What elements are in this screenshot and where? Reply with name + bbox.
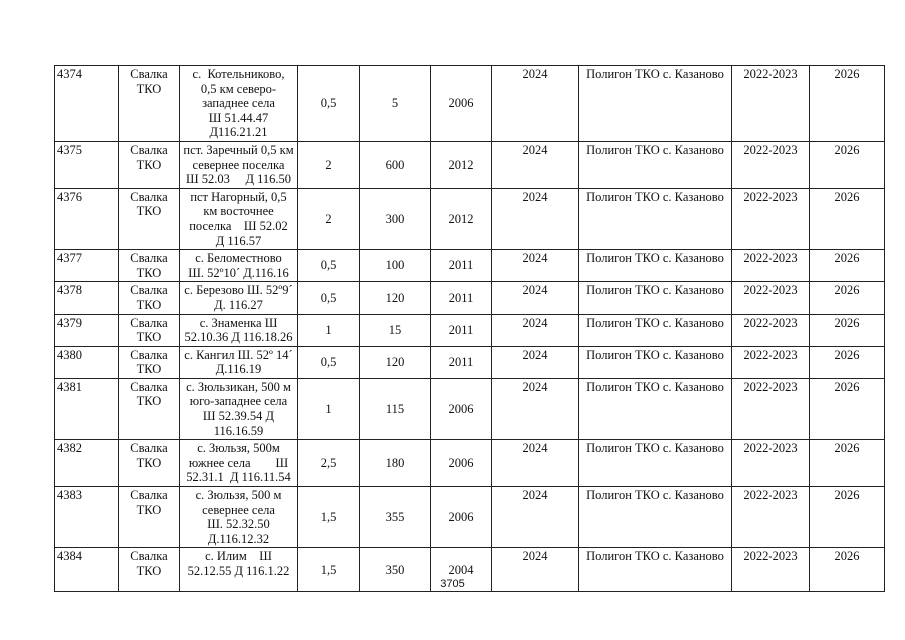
row-location-line: 0,5 км северо- [200,81,277,96]
row-end-year: 2026 [810,346,885,378]
row-end-year: 2026 [810,250,885,282]
table-row [55,250,885,282]
row-location [180,346,298,378]
row-location-line: с. Зюльзя, 500м [197,441,280,456]
row-period: 2022-2023 [732,66,810,142]
row-target: Полигон ТКО с. Казаново [579,66,732,142]
row-location-line: Ш 52.03 Д 116.50 [185,172,292,187]
row-type-line: Свалка [130,189,168,204]
row-location [180,487,298,548]
row-location-line: севернее села [202,502,275,517]
row-period: 2022-2023 [732,346,810,378]
row-volume: 120 [360,346,431,378]
row-type-line: Свалка [130,488,168,503]
row-area: 2,5 [298,440,360,487]
row-volume: 600 [360,141,431,188]
row-period: 2022-2023 [732,141,810,188]
row-id: 4382 [55,440,119,487]
row-plan-year: 2024 [492,282,579,314]
row-id: 4379 [55,314,119,346]
row-location-line: Д 116.57 [215,233,262,248]
row-plan-year: 2024 [492,487,579,548]
row-area: 1 [298,314,360,346]
row-area: 2 [298,188,360,249]
row-location-line: с. Илим Ш [205,549,272,564]
table-row [55,141,885,188]
row-id: 4381 [55,378,119,439]
row-type [119,141,180,188]
row-period: 2022-2023 [732,282,810,314]
row-target: Полигон ТКО с. Казаново [579,141,732,188]
row-plan-year: 2024 [492,141,579,188]
row-end-year: 2026 [810,282,885,314]
row-volume: 350 [360,548,431,592]
row-plan-year: 2024 [492,188,579,249]
row-type [119,440,180,487]
row-type [119,66,180,142]
row-location-line: юго-западнее села [189,394,288,409]
row-location-line: Д. 116.27 [214,297,263,312]
row-period: 2022-2023 [732,440,810,487]
row-type-line: Свалка [130,283,168,298]
row-volume: 180 [360,440,431,487]
row-type-line: ТКО [136,362,162,377]
row-id: 4378 [55,282,119,314]
row-plan-year: 2024 [492,378,579,439]
row-type [119,378,180,439]
row-type-line: ТКО [136,394,162,409]
row-type [119,250,180,282]
table-row [55,487,885,548]
row-type-line: ТКО [136,330,162,345]
row-year: 2006 [431,66,492,142]
row-target: Полигон ТКО с. Казаново [579,548,732,592]
row-type-line: ТКО [136,455,162,470]
row-area: 0,5 [298,282,360,314]
row-type-line: Свалка [130,379,168,394]
row-type-line: ТКО [136,502,162,517]
row-location [180,440,298,487]
row-location-line: с. Беломестново [195,251,282,266]
row-area: 0,5 [298,346,360,378]
row-end-year: 2026 [810,440,885,487]
row-target: Полигон ТКО с. Казаново [579,487,732,548]
row-id: 4383 [55,487,119,548]
row-target: Полигон ТКО с. Казаново [579,188,732,249]
row-id: 4375 [55,141,119,188]
row-location-line: 52.12.55 Д 116.1.22 [187,564,290,578]
landfill-table [54,65,885,592]
row-period: 2022-2023 [732,487,810,548]
row-location [180,282,298,314]
row-end-year: 2026 [810,314,885,346]
row-year: 2006 [431,487,492,548]
row-plan-year: 2024 [492,250,579,282]
row-type [119,487,180,548]
row-location-line: с. Котельниково, [192,67,285,81]
row-area: 1,5 [298,548,360,592]
row-id: 4377 [55,250,119,282]
row-location-line: Д.116.12.32 [207,531,270,546]
row-id: 4376 [55,188,119,249]
row-location [180,141,298,188]
row-id: 4384 [55,548,119,592]
row-location-line: пст. Заречный 0,5 км [183,142,294,157]
row-location [180,250,298,282]
row-location-line: Ш. 52º10´ Д.116.16 [188,265,289,280]
row-location-line: Ш 51.44.47 [208,110,269,125]
row-type-line: Свалка [130,315,168,330]
row-type-line: Свалка [130,549,168,564]
row-volume: 100 [360,250,431,282]
row-location-line: Ш 52.39.54 Д [202,409,275,424]
row-location-line: с. Зюльзикан, 500 м [186,379,291,394]
row-volume: 115 [360,378,431,439]
row-type-line: Свалка [130,347,168,362]
table-row [55,346,885,378]
row-type-line: ТКО [136,297,162,312]
row-type-line: Свалка [130,441,168,456]
row-type-line: Свалка [130,142,168,157]
row-year: 2012 [431,141,492,188]
row-target: Полигон ТКО с. Казаново [579,346,732,378]
row-type-line: ТКО [136,204,162,219]
row-target: Полигон ТКО с. Казаново [579,314,732,346]
table-row [55,378,885,439]
row-id: 4380 [55,346,119,378]
row-period: 2022-2023 [732,378,810,439]
row-area: 2 [298,141,360,188]
row-type-line: Свалка [130,251,168,266]
row-type-line: ТКО [136,265,162,280]
row-type-line: ТКО [136,81,162,96]
page-number: 3705 [440,578,465,590]
row-type-line: ТКО [136,157,162,172]
row-year: 2006 [431,440,492,487]
row-location-line: Д.116.19 [215,362,262,377]
row-location [180,378,298,439]
row-volume: 120 [360,282,431,314]
row-type [119,314,180,346]
row-location-line: с. Знаменка Ш [199,315,278,330]
row-location-line: Д116.21.21 [209,125,268,140]
row-plan-year: 2024 [492,314,579,346]
row-year: 2011 [431,346,492,378]
row-end-year: 2026 [810,487,885,548]
row-location-line: с. Березово Ш. 52º9´ [184,283,293,298]
row-type-line: ТКО [136,564,162,578]
row-type-line: Свалка [130,67,168,81]
row-target: Полигон ТКО с. Казаново [579,440,732,487]
table-row [55,188,885,249]
row-year: 2011 [431,250,492,282]
row-year: 2012 [431,188,492,249]
row-location-line: км восточнее [203,204,274,219]
row-location-line: Ш. 52.32.50 [207,517,270,532]
row-location-line: севернее поселка [192,157,285,172]
row-location [180,188,298,249]
table-row [55,282,885,314]
table-row [55,66,885,142]
row-year: 2004 [431,548,492,592]
row-end-year: 2026 [810,378,885,439]
row-type [119,346,180,378]
row-area: 0,5 [298,66,360,142]
row-end-year: 2026 [810,188,885,249]
row-plan-year: 2024 [492,440,579,487]
row-year: 2011 [431,314,492,346]
row-target: Полигон ТКО с. Казаново [579,378,732,439]
row-location-line: западнее села [202,96,275,111]
row-volume: 355 [360,487,431,548]
row-period: 2022-2023 [732,250,810,282]
row-target: Полигон ТКО с. Казаново [579,282,732,314]
row-location-line: 52.31.1 Д 116.11.54 [186,470,291,485]
row-area: 0,5 [298,250,360,282]
table-row [55,440,885,487]
row-location-line: с. Кангил Ш. 52º 14´ [184,347,293,362]
row-location-line: южнее села Ш [188,455,289,470]
row-year: 2011 [431,282,492,314]
row-area: 1 [298,378,360,439]
row-period: 2022-2023 [732,188,810,249]
row-type [119,188,180,249]
row-period: 2022-2023 [732,314,810,346]
row-type [119,282,180,314]
row-volume: 5 [360,66,431,142]
row-location-line: 52.10.36 Д 116.18.26 [184,330,293,345]
row-end-year: 2026 [810,66,885,142]
row-area: 1,5 [298,487,360,548]
row-end-year: 2026 [810,548,885,592]
row-location-line: поселка Ш 52.02 [189,218,288,233]
row-volume: 300 [360,188,431,249]
row-target: Полигон ТКО с. Казаново [579,250,732,282]
row-location [180,66,298,142]
row-location-line: 116.16.59 [213,423,264,438]
table-row [55,314,885,346]
row-period: 2022-2023 [732,548,810,592]
row-location-line: с. Зюльзя, 500 м [195,488,282,503]
row-location [180,314,298,346]
row-volume: 15 [360,314,431,346]
row-plan-year: 2024 [492,66,579,142]
row-plan-year: 2024 [492,548,579,592]
row-year: 2006 [431,378,492,439]
row-id: 4374 [55,66,119,142]
row-end-year: 2026 [810,141,885,188]
row-location-line: пст Нагорный, 0,5 [190,189,287,204]
row-plan-year: 2024 [492,346,579,378]
